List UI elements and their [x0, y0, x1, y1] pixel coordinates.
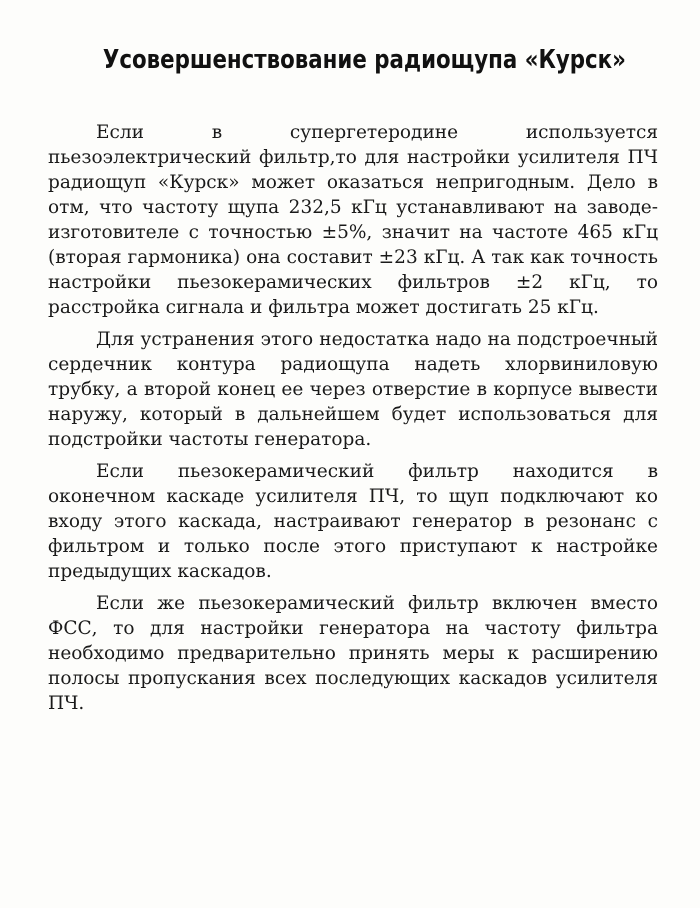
article	[48, 40, 658, 723]
article-title: Усовершенствование радиощупа «Курск»	[102, 45, 626, 75]
paragraph: Если же пьезокерамический фильтр включен вместо ФСС, то для настройки генератора на частоту фильтра необходимо предварительно принять меры к расширению полосы пропускания всех последующих каскадов усилителя ПЧ.	[48, 593, 658, 714]
paragraph: Если в супергетеродине используется пьезоэлектрический фильтр,то для настройки усилителя ПЧ радиощуп «Курск» может оказаться непригодным. Дело в отм, что частоту щупа 232,5 кГц устанавливают на заводе-изготовителе с точностью ±5%, значит на частоте 465 кГц (вторая гармоника) она составит ±23 кГц. А так как точность настройки пьезокерамических фильтров ±2 кГц, то расстройка сигнала и фильтра может достигать 25 кГц.	[48, 122, 658, 318]
paragraph: Для устранения этого недостатка надо на подстроечный сердечник контура радиощупа надеть хлорвиниловую трубку, а второй конец ее через отверстие в корпусе вывести наружу, который в дальнейшем будет использоваться для подстройки частоты генератора.	[48, 329, 658, 450]
article-body	[48, 120, 658, 716]
paragraph: Если пьезокерамический фильтр находится в оконечном каскаде усилителя ПЧ, то щуп подключают ко входу этого каскада, настраивают генератор в резонанс с фильтром и только после этого приступают к настройке предыдущих каскадов.	[48, 461, 658, 582]
